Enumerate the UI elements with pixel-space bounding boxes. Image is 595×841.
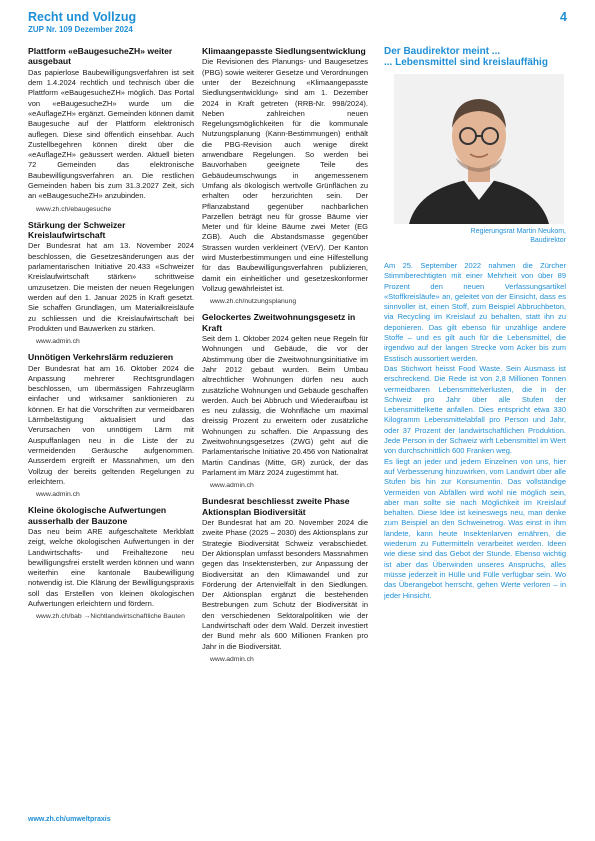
page-number: 4 xyxy=(560,10,567,24)
article-verkehrslaerm xyxy=(28,352,194,499)
article-title: Stärkung der Schweizer Kreislaufwirtschaft xyxy=(28,219,126,241)
article-link[interactable]: www.admin.ch xyxy=(36,338,80,346)
article-oekologische-aufwertungen xyxy=(28,505,194,621)
article-kreislaufwirtschaft xyxy=(28,220,194,346)
article-link[interactable]: www.zh.ch/nutzungsplanung xyxy=(210,298,297,306)
sidebar-heading-title: ... Lebensmittel sind kreislauffähig xyxy=(384,57,548,68)
sidebar-paragraph-2: Das Stichwort heisst Food Waste. Sein Ausmass ist erschreckend. Die Rede ist von 2,8 Millionen Tonnen vermeidbaren Lebensmittelverlusten, die in der Schweiz pro Jahr über alle Stufen der Lebensmittelkette anfallen. Dies entspricht etwa 330 Kilogramm Lebensmittelabfall pro Person und Jahr, oder 37 Prozent der landwirtschaftlichen Produktion. Jede Person in der Schweiz wirft Lebensmittel im Wert von durchschnittlich 600 Franken weg. xyxy=(384,363,566,456)
article-body: Das neu beim ARE aufgeschaltete Merkblatt zeigt, welche ökologischen Aufwertungen in der Landwirtschafts- und Freihaltezone neu bewilligungsfrei erstellt werden können und wann weiterhin eine kantonale Baubewilligung notwendig ist. Die Klärung der Bewilligungspraxis soll das Erstellen von kleinen ökologischen Aufwertungen erleichtern und fördern. xyxy=(28,526,194,609)
column-left xyxy=(28,46,194,627)
sidebar-heading-intro: Der Baudirektor meint ... xyxy=(384,46,501,57)
article-siedlungsentwicklung xyxy=(202,46,368,306)
article-body: Seit dem 1. Oktober 2024 gelten neue Regeln für Wohnungen und Gebäude, die vor der Abstimmung über die Zweitwohnungsinitiative im Jahr 2012 gebaut wurden. Beim Umbau altrechtlicher Wohnungen dürfen neu auch zusätzliche Wohnungen und Gebäude geschaffen werden. Auch bei Abbruch und Wiederaufbau ist es neu zulässig, die Wohnfläche um maximal dreissig Prozent zu erweitern oder zusätzliche Wohnungen zu schaffen. Die Anpassung des Zweitwohnungsgesetzes (ZWG) geht auf die Parlamentarische Initiative 20.456 von Nationalrat Martin Candinas (Mitte, GR) zurück, der das Parlament im März 2024 zugestimmt hat. xyxy=(202,334,368,477)
article-title: Kleine ökologische Aufwertungen ausserhalb der Bauzone xyxy=(28,505,167,526)
sidebar-column xyxy=(384,46,566,601)
article-title: Bundesrat beschliesst zweite Phase Aktionsplan Biodiversität xyxy=(202,496,350,517)
article-biodiversitaet xyxy=(202,496,368,664)
issue-info: ZUP Nr. 109 Dezember 2024 xyxy=(28,25,133,34)
article-link[interactable]: www.admin.ch xyxy=(210,482,254,490)
sidebar-paragraph-3: Es liegt an jeder und jedem Einzelnen von uns, hier auf Verbesserung hinzuwirken, vom Landwirt über alle Stufen bis hin zur Konsumentin. Das vollständige Vermeiden von Abfällen wird wohl nie möglich sein, aber man sollte sie nach Möglichkeit im Kreislauf behalten. Diese Idee ist keineswegs neu, man denke zum Beispiel an den Schweinetrog. Was einst in ihm landete, kann heute Insektenlarven ernähren, die wiederum zu Futtermitteln verarbeitet werden. Ideen wie diese sind das Gebot der Stunde. Ebenso wichtig ist aber das Überwinden unseres Anspruchs, alles müsse jederzeit in Hülle und Fülle verfügbar sein. Wo das Überangebot herrscht, gehen Werte verloren – in jeder Hinsicht. xyxy=(384,456,566,600)
article-link[interactable]: www.admin.ch xyxy=(36,491,80,499)
article-zweitwohnungsgesetz xyxy=(202,312,368,490)
article-body: Das papierlose Baubewilligungsverfahren ist seit dem 1.4.2024 rechtlich und technisch über die Plattform «eBaugesucheZH» möglich. Das Portal von «eBaugesucheZH» wurde um die «eAuflageZH» ergänzt. Gemeinden können damit Baugesuche auf der Plattform elektronisch auflegen. Diese sind öffentlich einsehbar. Auch Zustellbegehren können direkt über die «eAuflageZH» geäussert werden. Aktuell bieten 72 Gemeinden das elektronische Baubewilligungsverfahren an. Die restlichen Gemeinden haben bis zum 31.3.2027 Zeit, sich an «eBaugesucheZH» anzubinden. xyxy=(28,67,194,201)
article-body: Der Bundesrat hat am 16. Oktober 2024 die Anpassung mehrerer Rechtsgrundlagen beschlossen, um übermässigen Fahrzeuglärm einfacher und wirksamer sanktionieren zu können. Er hat die Vorschriften zur vermeidbaren Lärmbelästigung aktualisiert und das Verursachen von unnötigem Lärm mit Auspuffanlagen neu in die Liste der zu vermeidenden Geräusche aufgenommen. Ausserdem ergreift er Massnahmen, um den Vollzug der bereits geltenden Regelungen zu erleichtern. xyxy=(28,363,194,486)
article-title: Plattform «eBaugesucheZH» weiter ausgebaut xyxy=(28,46,173,67)
photo-caption xyxy=(384,227,566,245)
column-middle xyxy=(202,46,368,670)
sidebar-paragraph-1: Am 25. September 2022 nahmen die Zürcher Stimmberechtigten mit einer Mehrheit von über 89 Prozent den neuen Verfassungsartikel «Stoffkreisläufe» an, geleitet von der Einsicht, dass es sinnvoller ist, einen Stoff, zum Beispiel Abbruchbeton, via Recycling im Kreislauf zu behalten, statt ihn zu deponieren. Das gilt ebenso für unzählige andere Stoffe – und es gilt auch für die Lebensmittel, die irgendwo auf der langen Strecke vom Acker bis zum Esstisch aussortiert werden. xyxy=(384,261,566,363)
article-body: Die Revisionen des Planungs- und Baugesetzes (PBG) sowie weiterer Gesetze und Verordnungen unter der Bezeichnung «Klimaangepasste Siedlungsentwicklung» sind am 1. Dezember 2024 in Kraft getreten (RRB-Nr. 998/2024). Neben zahlreichen neuen Regelungsmöglichkeiten für die kommunale Nutzungsplanung (Kann-Bestimmungen) enthält die PBG-Revision auch wenige direkt anwendbare Regelungen. So werden bei Bauvorhaben geeignete Teile des Gebäudeumschwungs in angemessenem Umfang als ökologisch wertvolle Grünflächen zu erhalten oder herzurichten sein. Der Pflanzabstand gegenüber nachbarlichen Parzellen beträgt neu für grosse Bäume vier Meter und für kleine Bäume zwei Meter (EG ZGB). Auch die Abstandsmasse gegenüber Strassen wurden verkleinert (VErV). Der Kanton wird Musterbestimmungen und eine Hilfestellung für das Baubewilligungsverfahren publizieren, damit ein einheitlicher und gesetzeskonformer Vollzug gewährleistet ist. xyxy=(202,57,368,293)
caption-role: Baudirektor xyxy=(530,237,566,244)
article-body: Der Bundesrat hat am 13. November 2024 beschlossen, die Gesetzesänderungen aus der parlamentarischen Initiative 20.433 «Schweizer Kreislaufwirtschaft stärken» schrittweise umzusetzen. Die meisten der neuen Regelungen werden auf den 1. Januar 2025 in Kraft gesetzt. Sie schaffen Grundlagen, um Materialkreisläufe zu schliessen und die Kreislaufwirtschaft bei Produkten und Bauwerken zu stärken. xyxy=(28,241,194,333)
article-link[interactable]: www.zh.ch/bab →Nichtlandwirtschaftliche Bauten xyxy=(36,613,185,621)
portrait-icon xyxy=(394,74,564,224)
article-link[interactable]: www.admin.ch xyxy=(210,655,254,663)
article-title: Gelockertes Zweitwohnungsgesetz in Kraft xyxy=(202,312,356,333)
article-title: Unnötigen Verkehrslärm reduzieren xyxy=(28,352,174,363)
article-link[interactable]: www.zh.ch/ebaugesuche xyxy=(36,205,112,213)
article-body: Der Bundesrat hat am 20. November 2024 die zweite Phase (2025 – 2030) des Aktionsplans zur Strategie Biodiversität Schweiz verabschiedet. Der Aktionsplan umfasst besonders Massnahmen gegen das Insektensterben, zur Anpassung der Biodiversität an den Klimawandel und zur Förderung der Artenvielfalt in den Siedlungen. Der Aktionsplan ergänzt die bestehenden Bestrebungen zum Schutz der Biodiversität in den verschiedenen Sektoralpolitiken wie der Landwirtschaft oder dem Wald. Derzeit investiert der Bund mehr als 600 Millionen Franken pro Jahr in die Biodiversität. xyxy=(202,518,368,651)
portrait-photo xyxy=(394,74,564,224)
footer-link[interactable]: www.zh.ch/umweltpraxis xyxy=(28,816,111,823)
section-title: Recht und Vollzug xyxy=(28,10,137,24)
caption-name: Regierungsrat Martin Neukom, xyxy=(470,228,566,235)
article-title: Klimaangepasste Siedlungsentwicklung xyxy=(202,46,366,56)
article-ebaugesuche xyxy=(28,46,194,214)
